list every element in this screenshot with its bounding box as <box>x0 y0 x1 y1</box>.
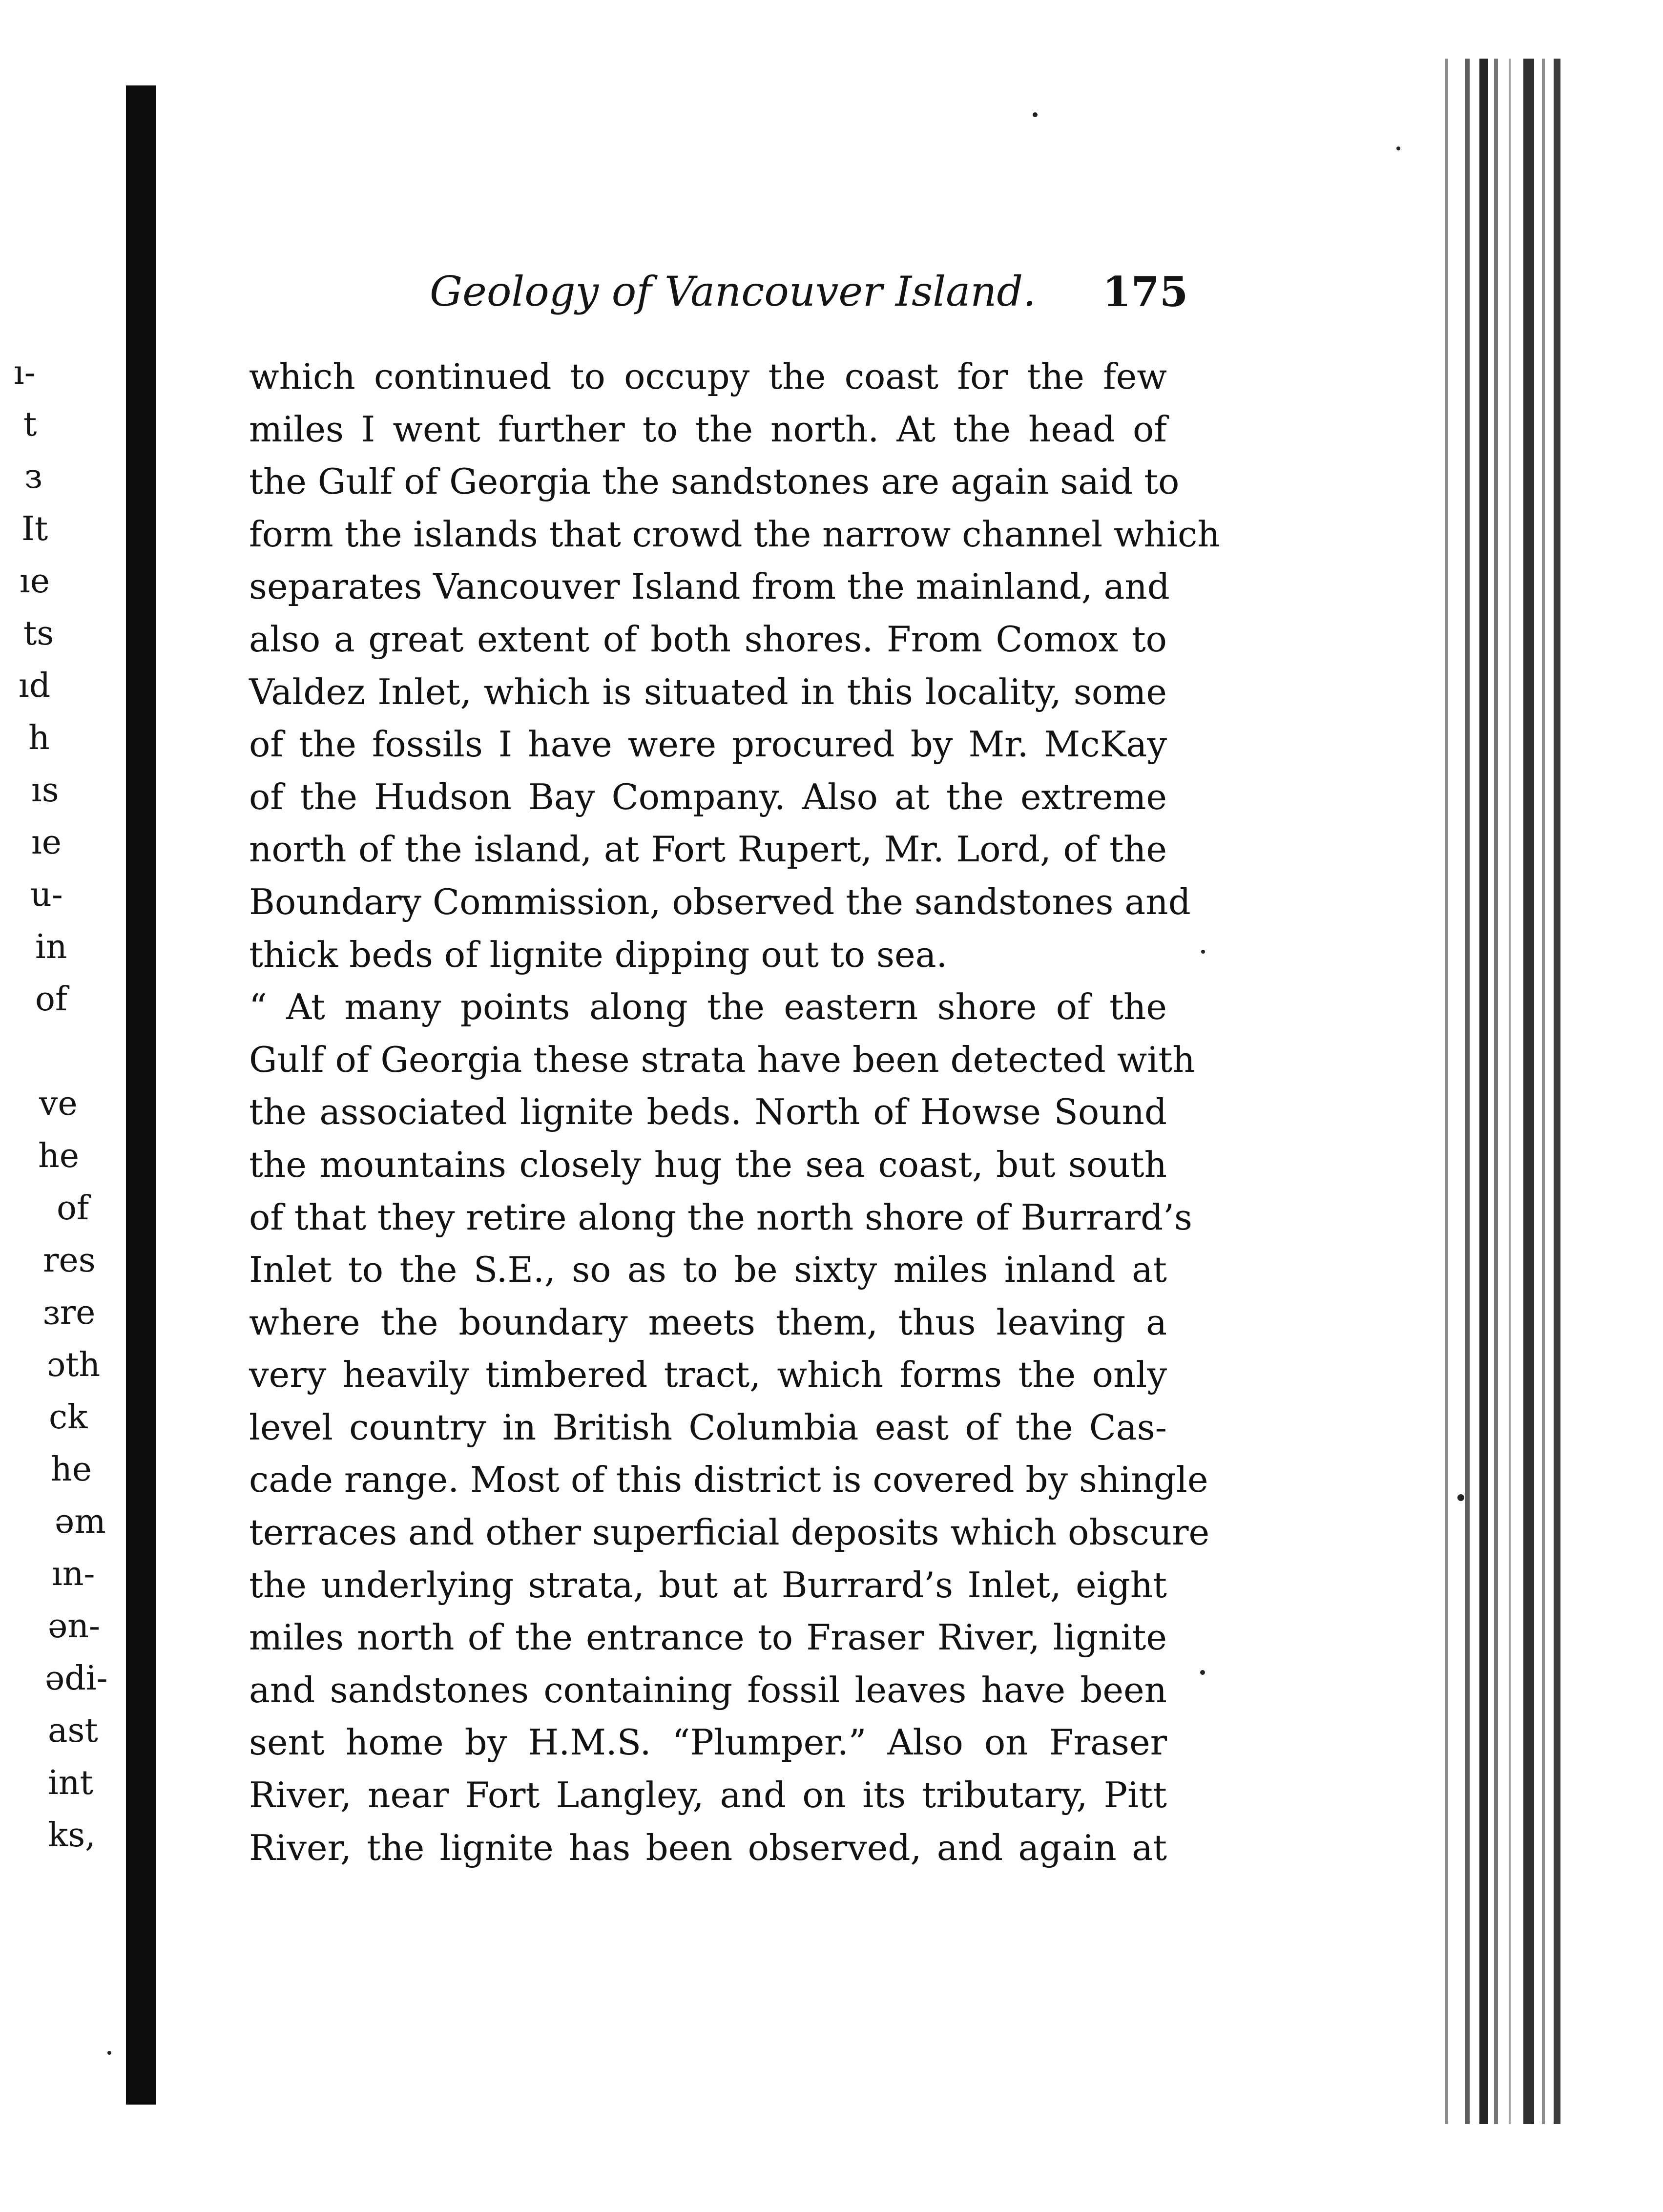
fragment-text: ı- <box>14 354 36 392</box>
fragment-text: in <box>35 928 67 966</box>
fragment-text: he <box>38 1137 80 1175</box>
fragment-text: ck <box>49 1398 88 1437</box>
text-line: miles north of the entrance to Fraser River, lignite <box>249 1617 1167 1658</box>
fragment-text: ən- <box>48 1607 101 1646</box>
text-line: of that they retire along the north shore of Burrard’s <box>249 1196 1192 1238</box>
text-line: River, near Fort Langley, and on its tributary, Pitt <box>249 1774 1167 1816</box>
text-line: cade range. Most of this district is covered by shingle <box>249 1459 1208 1501</box>
text-line: very heavily timbered tract, which forms the only <box>249 1354 1167 1396</box>
speck <box>107 2051 111 2055</box>
text-line: the mountains closely hug the sea coast, but south <box>249 1144 1167 1185</box>
fragment-text: əm <box>55 1502 106 1541</box>
text-line: level country in British Columbia east of the Cas- <box>249 1406 1167 1448</box>
text-line: Valdez Inlet, which is situated in this locality, some <box>249 671 1167 712</box>
fragment-text: ɜre <box>43 1294 96 1332</box>
text-line: Gulf of Georgia these strata have been detected with <box>249 1039 1195 1080</box>
speck <box>1457 1494 1464 1501</box>
book-binding-edge <box>1445 59 1582 2124</box>
text-line: the underlying strata, but at Burrard’s Inlet, eight <box>249 1564 1167 1606</box>
running-title: Geology of Vancouver Island. <box>430 268 1036 315</box>
text-line: sent home by H.M.S. “Plumper.” Also on Fraser <box>249 1722 1167 1763</box>
fragment-text: ve <box>39 1085 78 1123</box>
text-line: also a great extent of both shores. From Comox to <box>249 618 1167 660</box>
text-line: terraces and other superficial deposits which obscure <box>249 1512 1210 1553</box>
text-line: of the fossils I have were procured by Mr. McKay <box>249 724 1167 765</box>
fragment-text: ıs <box>31 771 59 810</box>
speck <box>1200 1670 1205 1675</box>
text-line: thick beds of lignite dipping out to sea. <box>249 934 948 975</box>
speck <box>1033 112 1038 117</box>
fragment-text: ədi- <box>45 1659 108 1698</box>
speck <box>1396 146 1400 150</box>
text-line: which continued to occupy the coast for the few <box>249 356 1167 397</box>
text-line: of the Hudson Bay Company. Also at the extreme <box>249 776 1167 817</box>
fragment-text: ks, <box>48 1816 96 1855</box>
gutter-shadow <box>126 85 156 2105</box>
fragment-text: h <box>28 719 50 757</box>
text-line: “ At many points along the eastern shore of the <box>249 986 1167 1028</box>
fragment-text: ts <box>23 614 54 653</box>
fragment-text: int <box>48 1764 93 1802</box>
text-line: separates Vancouver Island from the mainland, and <box>249 566 1170 607</box>
body-text <box>249 351 1220 1874</box>
text-line: and sandstones containing fossil leaves have been <box>249 1669 1167 1711</box>
text-line: Inlet to the S.E., so as to be sixty miles inland at <box>249 1249 1167 1291</box>
fragment-text: ast <box>48 1711 98 1750</box>
fragment-text: ıd <box>19 667 51 705</box>
speck <box>1201 950 1205 954</box>
text-line: Boundary Commission, observed the sandstones and <box>249 881 1191 922</box>
fragment-text: ın- <box>52 1555 95 1593</box>
text-line: miles I went further to the north. At the head of <box>249 408 1167 450</box>
fragment-text: ıe <box>20 562 50 601</box>
fragment-text: u- <box>30 876 63 914</box>
text-line: the Gulf of Georgia the sandstones are again said to <box>249 461 1180 502</box>
fragment-text: It <box>21 510 48 548</box>
fragment-text: ɔth <box>47 1346 101 1384</box>
text-line: north of the island, at Fort Rupert, Mr. Lord, of the <box>249 829 1167 870</box>
fragment-text: t <box>23 405 37 444</box>
fragment-text: res <box>43 1241 96 1280</box>
text-line: River, the lignite has been observed, and again at <box>249 1827 1167 1868</box>
fragment-text: of <box>57 1189 89 1228</box>
text-line: the associated lignite beds. North of Howse Sound <box>249 1091 1167 1133</box>
text-line: form the islands that crowd the narrow channel which <box>249 513 1220 555</box>
fragment-text: з <box>24 458 43 496</box>
page-number: 175 <box>1102 268 1188 316</box>
fragment-text: he <box>51 1450 92 1489</box>
text-line: where the boundary meets them, thus leaving a <box>249 1301 1167 1343</box>
fragment-text: of <box>35 980 68 1019</box>
fragment-text: ıe <box>31 823 62 862</box>
